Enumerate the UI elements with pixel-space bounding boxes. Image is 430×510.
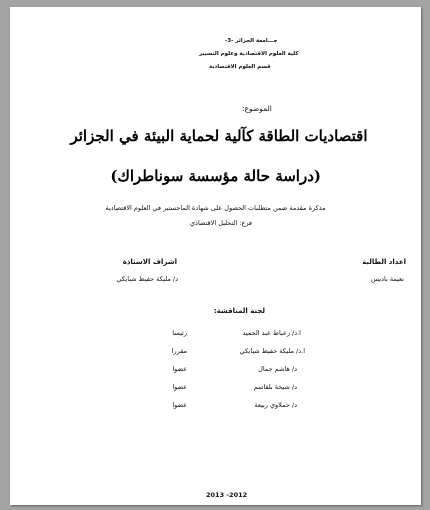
thesis-title: اقتصاديات الطاقة كآلية لحماية البيئة في الجزائر bbox=[70, 127, 368, 145]
department-name: قسم العلوم الاقتصادية bbox=[209, 64, 271, 70]
document-page bbox=[10, 7, 421, 505]
subject-label: الموضوع: bbox=[242, 104, 272, 113]
faculty-name: كلية العلوم الاقتصادية وعلوم التسيير bbox=[199, 51, 299, 57]
student-name: نعيمة باديس bbox=[371, 275, 404, 283]
member-name: ا.د/ مليكة حفيظ شبايكي bbox=[239, 347, 305, 355]
member-role: عضوا bbox=[172, 383, 187, 391]
student-label: اعداد الطالبة bbox=[362, 258, 406, 266]
member-role: عضوا bbox=[172, 401, 187, 409]
member-name: ا.د/ زعباط عبد الحميد bbox=[242, 329, 301, 337]
member-name: د/ حملاوي ربيعة bbox=[254, 401, 297, 409]
member-role: رئيسا bbox=[172, 329, 187, 337]
academic-year: 2013 -2012 bbox=[206, 491, 248, 499]
member-name: د/ هاشم جمال bbox=[258, 365, 297, 373]
supervisor-label: اشراف الاستاذة bbox=[122, 258, 177, 266]
member-role: عضوا bbox=[172, 365, 187, 373]
university-name: جـــامعة الجزائر -3- bbox=[225, 38, 278, 44]
committee-label: لجنة المناقشة: bbox=[213, 307, 265, 315]
thesis-note: مذكرة مقدمة ضمن متطلبات الحصول على شهادة الماجستير في العلوم الاقتصادية bbox=[105, 204, 326, 212]
thesis-subtitle: (دراسة حالة مؤسسة سوناطراك) bbox=[110, 167, 321, 185]
supervisor-name: د/ مليكة حفيظ شبايكي bbox=[116, 275, 178, 283]
branch: فرع: التحليل الاقتصادي bbox=[189, 219, 253, 227]
member-role: مقررا bbox=[171, 347, 187, 355]
member-name: د/ شيخة بلقاسم bbox=[253, 383, 297, 391]
